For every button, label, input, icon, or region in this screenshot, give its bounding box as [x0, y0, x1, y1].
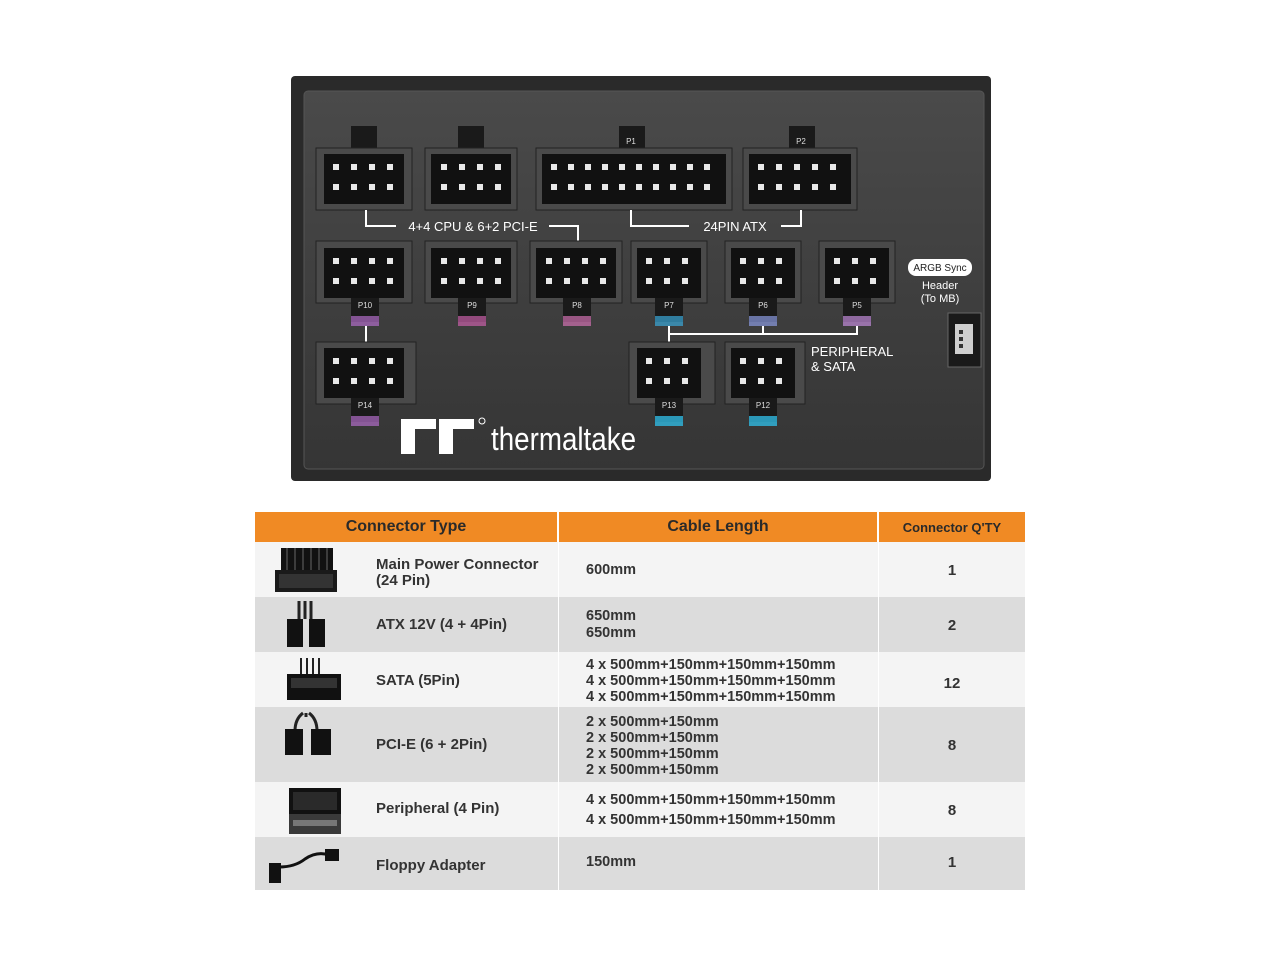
header-cable-length: Cable Length	[559, 512, 877, 542]
row-qty: 1	[947, 562, 957, 579]
main-power-connector-icon	[265, 546, 345, 594]
row-length: 2 x 500mm+150mm	[586, 730, 719, 746]
atx-24pin-label: 24PIN ATX	[703, 219, 767, 234]
row-qty: 12	[943, 675, 961, 692]
peripheral-sata-label: PERIPHERAL	[811, 344, 894, 359]
port-label-p6: P6	[758, 301, 768, 310]
table-row	[255, 652, 1025, 707]
port-label-p12: P12	[755, 401, 771, 410]
row-name: SATA (5Pin)	[376, 672, 460, 689]
row-length: 4 x 500mm+150mm+150mm+150mm	[586, 689, 836, 705]
brand-wordmark: thermaltake	[491, 421, 636, 457]
port-label-p13: P13	[661, 401, 677, 410]
row-name: ATX 12V (4 + 4Pin)	[376, 616, 508, 633]
row-name: Peripheral (4 Pin)	[376, 800, 500, 817]
port-label-p1: P1	[626, 137, 636, 146]
port-label-p2: P2	[796, 137, 806, 146]
row-length: 650mm	[586, 625, 636, 641]
column-divider	[878, 512, 879, 890]
column-divider	[558, 512, 559, 890]
row-name: PCI-E (6 + 2Pin)	[376, 736, 488, 753]
row-name: Floppy Adapter	[376, 857, 486, 874]
row-length: 650mm	[586, 608, 636, 624]
row-length: 600mm	[586, 562, 636, 578]
port-label-p10: P10	[357, 301, 373, 310]
row-qty: 8	[947, 737, 957, 754]
floppy-adapter-icon	[265, 841, 345, 889]
row-length: 4 x 500mm+150mm+150mm+150mm	[586, 812, 836, 828]
port-label-p8: P8	[572, 301, 582, 310]
port-label-p9: P9	[467, 301, 477, 310]
table-row	[255, 782, 1025, 837]
row-length: 4 x 500mm+150mm+150mm+150mm	[586, 792, 836, 808]
atx12v-connector-icon	[265, 599, 345, 651]
header-connector-type: Connector Type	[255, 512, 557, 542]
psu-modular-panel	[291, 76, 991, 481]
row-qty: 8	[947, 802, 957, 819]
peripheral-connector-icon	[265, 784, 345, 836]
cpu-pcie-label: 4+4 CPU & 6+2 PCI-E	[408, 219, 538, 234]
table-row	[255, 837, 1025, 890]
row-qty: 2	[947, 617, 957, 634]
header-connector-qty: Connector Q'TY	[879, 512, 1025, 542]
argb-sync-text: ARGB Sync	[913, 263, 967, 274]
peripheral-sata-label-2: & SATA	[811, 359, 856, 374]
row-length: 2 x 500mm+150mm	[586, 746, 719, 762]
row-length: 4 x 500mm+150mm+150mm+150mm	[586, 673, 836, 689]
argb-header-port	[948, 313, 981, 367]
sata-connector-icon	[265, 656, 345, 704]
argb-header-label: Header	[921, 280, 959, 292]
row-length: 2 x 500mm+150mm	[586, 762, 719, 778]
table-row	[255, 707, 1025, 782]
row-length: 150mm	[586, 854, 636, 870]
port-label-p14: P14	[357, 401, 373, 410]
row-qty: 1	[947, 854, 957, 871]
pcie-connector-icon	[265, 711, 345, 763]
port-label-p5: P5	[852, 301, 862, 310]
row-name: Main Power Connector (24 Pin)	[376, 556, 539, 589]
argb-mb-label: (To MB)	[920, 293, 960, 305]
table-row	[255, 542, 1025, 597]
row-length: 2 x 500mm+150mm	[586, 714, 719, 730]
row-length: 4 x 500mm+150mm+150mm+150mm	[586, 657, 836, 673]
table-row	[255, 597, 1025, 652]
port-label-p7: P7	[664, 301, 674, 310]
